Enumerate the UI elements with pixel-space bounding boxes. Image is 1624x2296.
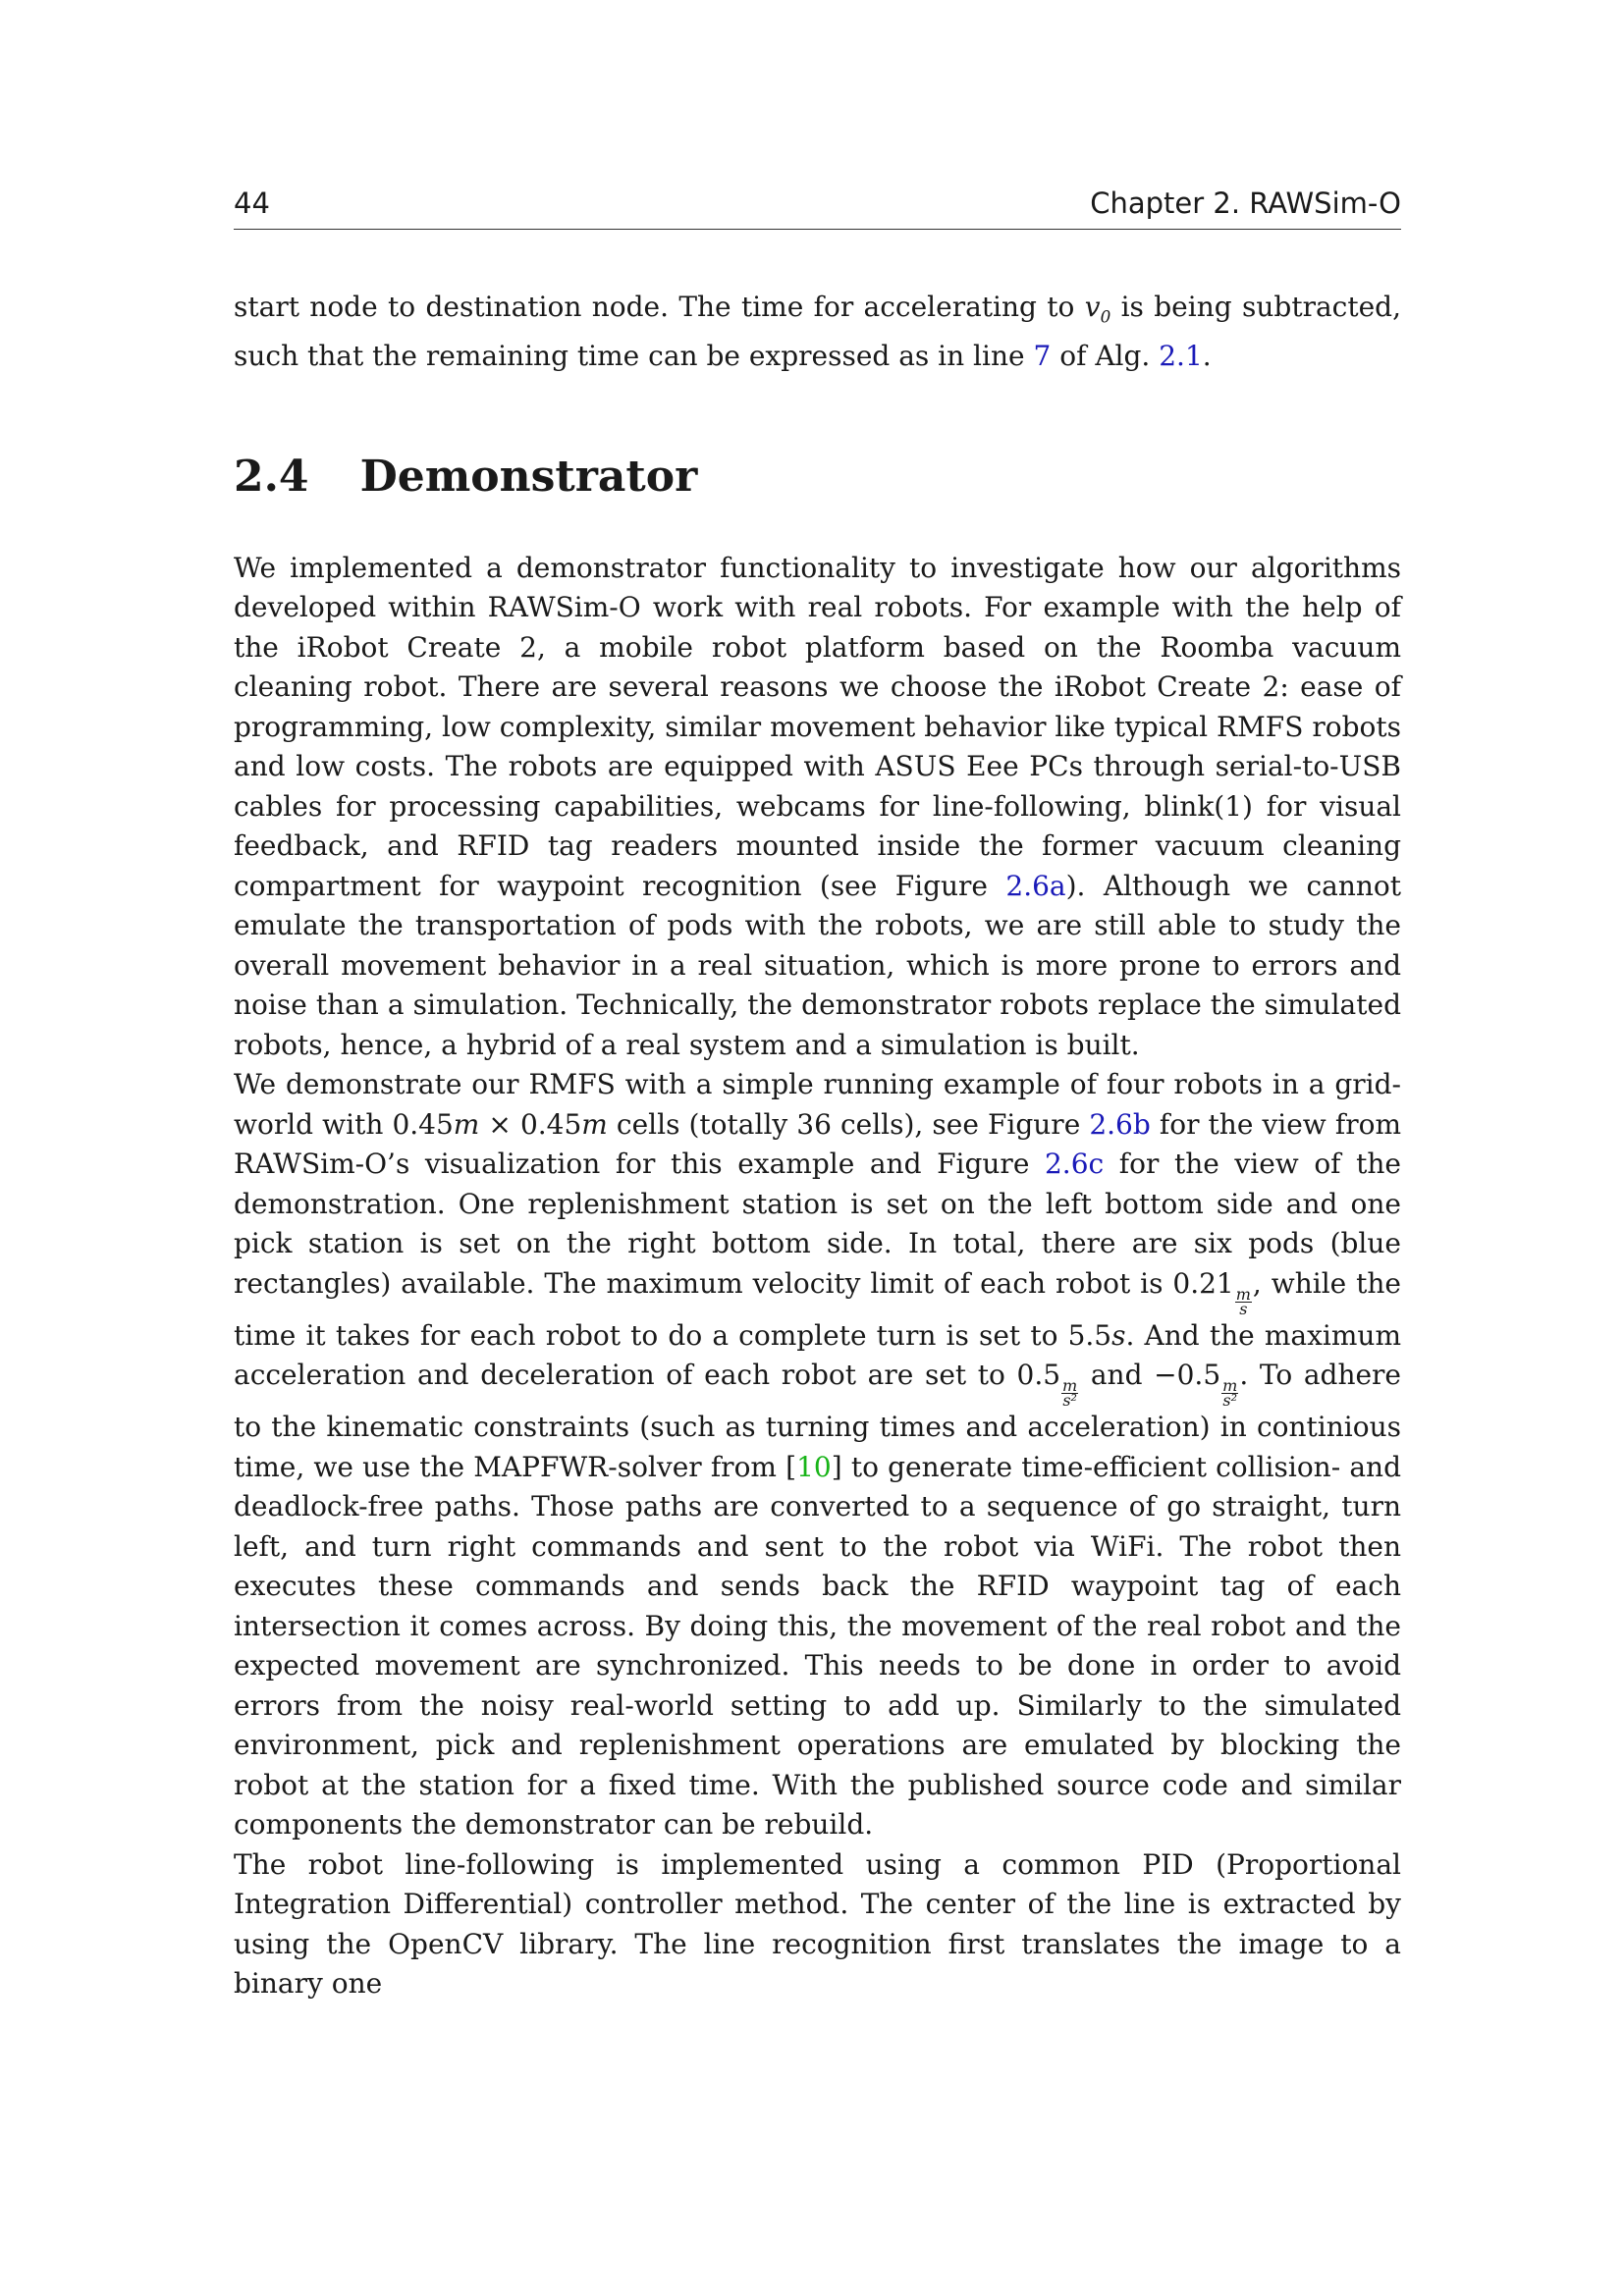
section-number: 2.4 bbox=[234, 451, 309, 502]
text-run: to generate time-efficient collision- and deadlock-free paths. Those paths are converted to a sequence of go straight, turn left, and turn right commands and sent to the robot via WiFi. The robot then executes these commands and sends back the RFID waypoint tag of each intersection it comes across. By doing this, the movement of the real robot and the expected movement are synchronized. This needs to be done in order to avoid errors from the noisy real-world setting to add up. Similarly to the simulated environment, pick and replenishment operations are emulated by blocking the robot at the station for a fixed time. With the published source code and similar components the demonstrator can be rebuild. bbox=[234, 1450, 1401, 1842]
chapter-title: Chapter 2. RAWSim-O bbox=[1090, 187, 1401, 220]
text-run: of Alg. bbox=[1051, 340, 1160, 373]
text-run: We demonstrate our RMFS with a simple running example of four robots in a grid-world with bbox=[234, 1068, 1401, 1141]
text-run: cells (totally 36 cells), see Figure bbox=[607, 1107, 1090, 1141]
math-var: m bbox=[581, 1107, 608, 1141]
math-number: 5.5 bbox=[1067, 1318, 1112, 1352]
fraction-numerator: m bbox=[1235, 1284, 1251, 1304]
text-run: ] bbox=[831, 1450, 842, 1483]
fraction-numerator: m bbox=[1062, 1376, 1078, 1396]
section-title: Demonstrator bbox=[359, 451, 698, 502]
acceleration-fraction bbox=[1061, 1376, 1078, 1411]
text-run: , while the time it takes for each robot to do a complete turn is set to bbox=[234, 1266, 1401, 1352]
header-rule bbox=[234, 229, 1401, 230]
math-operator: × bbox=[479, 1107, 520, 1141]
figure-ref-link[interactable]: 2.6c bbox=[1044, 1148, 1105, 1181]
text-run: is being subtracted, such that the remaining time can be expressed as in line bbox=[234, 291, 1401, 373]
fraction-denominator: s² bbox=[1222, 1391, 1238, 1411]
math-var: v bbox=[1084, 291, 1101, 323]
math-number: 0.45 bbox=[392, 1107, 454, 1141]
math-var: s bbox=[1111, 1318, 1126, 1352]
math-var: m bbox=[453, 1107, 480, 1141]
math-number: 0.21 bbox=[1172, 1266, 1234, 1300]
text-run: We implemented a demonstrator functionality to investigate how our algorithms developed within RAWSim-O work with real robots. For example with the help of the iRobot Create 2, a mobile robot platform based on the Roomba vacuum cleaning robot. There are several reasons we choose the iRobot Create 2: ease of programming, low complexity, similar movement behavior like typical RMFS robots and low costs. The robots are equipped with ASUS Eee PCs through serial-to-USB cables for processing capabilities, webcams for line-following, blink(1) for visual feedback, and RFID tag readers mounted inside the former vacuum cleaning compartment for waypoint recognition (see Figure bbox=[234, 551, 1401, 902]
text-run: . To adhere to the kinematic constraints (such as turning times and acceleration) in continious time, we use the MAPFWR-solver from bbox=[234, 1359, 1402, 1483]
text-run: The robot line-following is implemented using a common PID (Proportional Integration Differential) controller method. The center of the line is extracted by using the OpenCV library. The line recognition first translates the image to a binary one bbox=[234, 1847, 1401, 2001]
text-run: start node to destination node. The time for accelerating to bbox=[234, 291, 1085, 323]
section-heading bbox=[234, 452, 1401, 503]
text-run: . bbox=[1202, 340, 1212, 373]
math-number: −0.5 bbox=[1154, 1359, 1221, 1392]
deceleration-fraction bbox=[1221, 1376, 1238, 1411]
math-number: 0.45 bbox=[519, 1107, 582, 1141]
figure-ref-link[interactable]: 2.6b bbox=[1089, 1107, 1151, 1141]
text-run: . And the maximum acceleration and deceleration of each robot are set to bbox=[234, 1318, 1402, 1392]
body-text bbox=[234, 288, 1401, 2004]
line-ref-link[interactable]: 7 bbox=[1033, 340, 1052, 373]
intro-paragraph bbox=[234, 288, 1401, 377]
figure-ref-link[interactable]: 2.6a bbox=[1005, 869, 1066, 902]
math-number: 0.5 bbox=[1016, 1359, 1061, 1392]
math-subscript: 0 bbox=[1100, 306, 1111, 327]
page-number: 44 bbox=[234, 187, 270, 220]
paragraph-2 bbox=[234, 1065, 1401, 1845]
running-header bbox=[234, 187, 1401, 220]
text-run: and bbox=[1079, 1359, 1155, 1392]
alg-ref-link[interactable]: 2.1 bbox=[1159, 340, 1203, 373]
fraction-denominator: s² bbox=[1062, 1391, 1077, 1411]
math-v0 bbox=[1084, 291, 1111, 327]
fraction-denominator: s bbox=[1239, 1299, 1248, 1318]
text-run: [ bbox=[785, 1450, 797, 1483]
text-run: for the view from RAWSim-O’s visualization for this example and Figure bbox=[234, 1107, 1401, 1181]
paragraph-3 bbox=[234, 1845, 1401, 2004]
citation-link[interactable]: 10 bbox=[796, 1450, 832, 1483]
velocity-fraction bbox=[1235, 1284, 1252, 1318]
fraction-numerator: m bbox=[1222, 1376, 1238, 1396]
text-run: ). Although we cannot emulate the transportation of pods with the robots, we are still able to study the overall movement behavior in a real situation, which is more prone to errors and noise than a simulation. Technically, the demonstrator robots replace the simulated robots, hence, a hybrid of a real system and a simulation is built. bbox=[234, 869, 1401, 1061]
text-run: for the view of the demonstration. One replenishment station is set on the left bottom side and one pick station is set on the right bottom side. In total, there are six pods (blue rectangles) available. The maximum velocity limit of each robot is bbox=[234, 1148, 1401, 1300]
paragraph-1 bbox=[234, 549, 1401, 1066]
